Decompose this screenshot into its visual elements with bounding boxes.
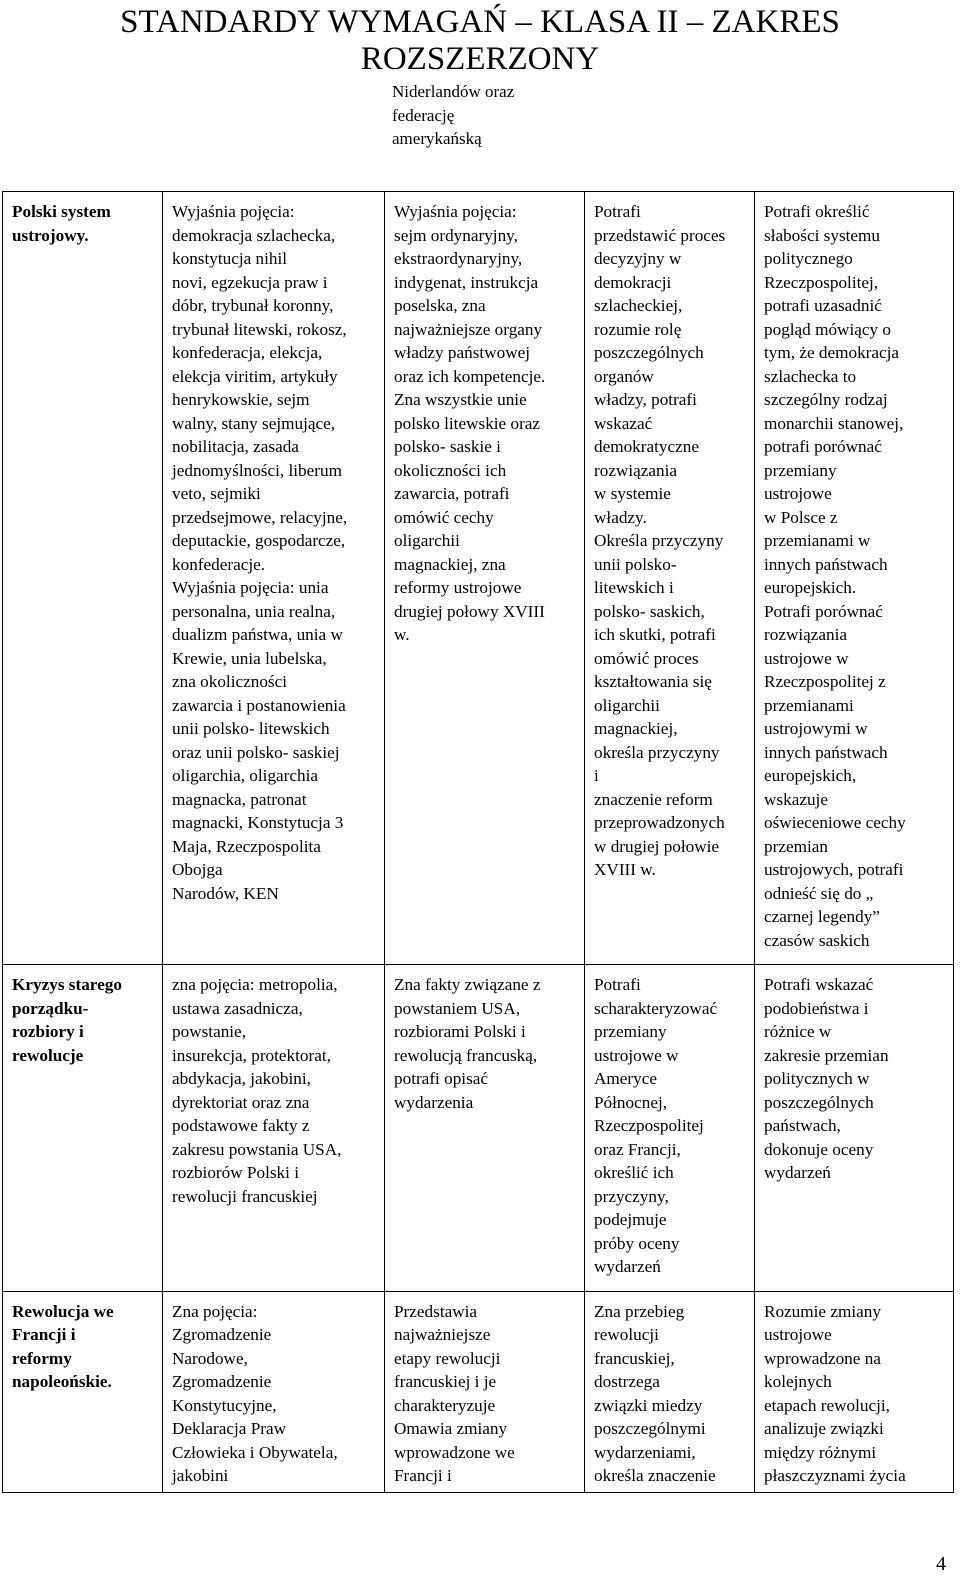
cell-text-line: najważniejsze: [394, 1325, 491, 1344]
continuation-text: [392, 80, 582, 151]
cell-text-line: powstaniem USA,: [394, 998, 521, 1018]
cell-text-line: demokracja szlachecka,: [172, 225, 336, 245]
cell-text-line: monarchii stanowej,: [764, 413, 904, 433]
cell-text-line: napoleońskie.: [12, 1372, 112, 1391]
basic-requirements-cell: [163, 1291, 385, 1492]
top-requirements-cell: [755, 1291, 954, 1492]
cell-text-line: przedsejmowe, relacyjne,: [172, 507, 348, 527]
cell-text-line: demokracji: [594, 272, 672, 292]
cell-text-line: zakresie przemian: [764, 1045, 889, 1065]
cell-text-line: deputackie, gospodarcze,: [172, 531, 346, 550]
text-line: Niderlandów oraz: [392, 82, 515, 101]
cell-text-line: okoliczności ich: [394, 460, 507, 480]
cell-text-line: europejskich,: [764, 766, 857, 785]
cell-text-line: Krewie, unia lubelska,: [172, 648, 327, 668]
cell-text-line: rozumie rolę: [594, 319, 682, 339]
cell-text-line: Kryzys starego: [12, 975, 122, 994]
cell-text-line: przemian: [764, 836, 828, 856]
page-title-line-1: STANDARDY WYMAGAŃ – KLASA II – ZAKRES: [120, 4, 840, 40]
cell-text-line: demokratyczne: [594, 437, 699, 456]
cell-text-line: wydarzeniami,: [594, 1442, 696, 1462]
cell-text-line: Rzeczpospolitej,: [764, 272, 879, 292]
cell-text-line: najważniejsze organy: [394, 319, 543, 339]
cell-text-line: różnice w: [764, 1022, 832, 1041]
cell-text-line: rewolucje: [12, 1045, 84, 1065]
cell-text-line: personalna, unia realna,: [172, 601, 336, 621]
cell-text-line: wskazuje: [764, 789, 828, 809]
cell-text-line: magnacka, patronat: [172, 789, 307, 809]
cell-text-line: indygenat, instrukcja: [394, 272, 539, 292]
cell-text-line: wprowadzone na: [764, 1348, 881, 1368]
cell-text-line: Potrafi określić: [764, 202, 870, 221]
cell-text-line: oraz unii polsko- saskiej: [172, 742, 340, 762]
cell-text-line: dokonuje oceny: [764, 1139, 874, 1159]
cell-text-line: ustrojowe: [764, 1325, 832, 1344]
cell-text-line: władzy państwowej: [394, 343, 531, 362]
cell-text-line: określa przyczyny: [594, 742, 720, 762]
cell-text-line: konfederacje.: [172, 554, 266, 574]
cell-text-line: unii polsko- litewskich: [172, 719, 330, 738]
cell-text-line: unii polsko-: [594, 554, 677, 574]
cell-text-line: czarnej legendy”: [764, 907, 880, 926]
cell-text-line: ich skutki, potrafi: [594, 625, 716, 644]
cell-text-line: veto, sejmiki: [172, 484, 261, 503]
basic-requirements-cell: [163, 965, 385, 1292]
cell-text-line: Zgromadzenie: [172, 1372, 272, 1391]
cell-text-line: ekstraordynaryjny,: [394, 249, 523, 268]
cell-text-line: zna pojęcia: metropolia,: [172, 975, 338, 994]
cell-text-line: szlachecka to: [764, 366, 857, 386]
cell-text-line: rewolucją francuską,: [394, 1045, 538, 1065]
text-line: amerykańską: [392, 129, 482, 148]
cell-text-line: wprowadzone we: [394, 1442, 515, 1462]
cell-text-line: oraz Francji,: [594, 1139, 681, 1159]
topic-cell: [3, 965, 163, 1292]
requirements-table: [2, 191, 954, 1493]
cell-text-line: politycznego: [764, 249, 853, 268]
cell-text-line: porządku-: [12, 998, 89, 1018]
cell-text-line: reformy ustrojowe: [394, 578, 522, 597]
cell-text-line: przemianami w: [764, 531, 871, 550]
cell-text-line: sejm ordynaryjny,: [394, 225, 518, 245]
cell-text-line: innych państwach: [764, 742, 888, 762]
cell-text-line: elekcja viritim, artykuły: [172, 366, 338, 386]
cell-text-line: Rzeczpospolitej z: [764, 672, 886, 691]
cell-text-line: kolejnych: [764, 1372, 832, 1391]
cell-text-line: poszczególnych: [594, 343, 704, 362]
cell-text-line: ustrojowymi w: [764, 719, 868, 738]
cell-text-line: w systemie: [594, 484, 671, 503]
topic-cell: [3, 1291, 163, 1492]
cell-text-line: oraz ich kompetencje.: [394, 366, 546, 386]
cell-text-line: innych państwach: [764, 554, 888, 574]
cell-text-line: władzy, potrafi: [594, 390, 697, 409]
cell-text-line: rewolucji: [594, 1325, 659, 1344]
cell-text-line: szlacheckiej,: [594, 296, 683, 315]
cell-text-line: Potrafi: [594, 202, 641, 221]
cell-text-line: novi, egzekucja praw i: [172, 272, 328, 292]
cell-text-line: rozbiory i: [12, 1022, 84, 1041]
cell-text-line: w.: [394, 625, 410, 644]
cell-text-line: dóbr, trybunał koronny,: [172, 296, 334, 315]
cell-text-line: państwach,: [764, 1116, 841, 1135]
cell-text-line: potrafi uzasadnić: [764, 296, 882, 315]
cell-text-line: i: [594, 766, 599, 785]
cell-text-line: Francji i: [12, 1325, 76, 1344]
cell-text-line: oligarchii: [594, 695, 660, 715]
cell-text-line: czasów saskich: [764, 930, 870, 950]
cell-text-line: analizuje związki: [764, 1419, 884, 1438]
cell-text-line: trybunał litewski, rokosz,: [172, 319, 347, 339]
cell-text-line: próby oceny: [594, 1233, 680, 1253]
cell-text-line: podobieństwa i: [764, 998, 869, 1018]
cell-text-line: ustrojowe: [764, 484, 832, 503]
cell-text-line: ustrojowych, potrafi: [764, 860, 904, 879]
cell-text-line: europejskich.: [764, 578, 857, 597]
cell-text-line: Wyjaśnia pojęcia:: [172, 202, 295, 221]
cell-text-line: francuskiej,: [594, 1348, 675, 1368]
cell-text-line: ustrojowy.: [12, 225, 89, 245]
cell-text-line: wydarzenia: [394, 1092, 474, 1112]
cell-text-line: Omawia zmiany: [394, 1419, 508, 1438]
cell-text-line: rozwiązania: [764, 625, 848, 644]
cell-text-line: słabości systemu: [764, 225, 881, 245]
cell-text-line: pogląd mówiący o: [764, 319, 891, 339]
cell-text-line: określa znaczenie: [594, 1466, 716, 1485]
cell-text-line: odnieść się do „: [764, 883, 874, 903]
table-row: [3, 965, 954, 1292]
cell-text-line: abdykacja, jakobini,: [172, 1069, 311, 1088]
cell-text-line: rozwiązania: [594, 460, 678, 480]
cell-text-line: podejmuje: [594, 1210, 667, 1229]
cell-text-line: Człowieka i Obywatela,: [172, 1442, 338, 1462]
cell-text-line: drugiej połowy XVIII: [394, 601, 545, 621]
cell-text-line: dualizm państwa, unia w: [172, 625, 343, 644]
text-line: federację: [392, 105, 455, 125]
cell-text-line: omówić proces: [594, 648, 699, 668]
cell-text-line: wydarzeń: [764, 1163, 831, 1182]
cell-text-line: francuskiej i je: [394, 1372, 497, 1391]
cell-text-line: scharakteryzować: [594, 998, 718, 1018]
cell-text-line: Przedstawia: [394, 1301, 478, 1321]
cell-text-line: jakobini: [172, 1466, 229, 1485]
cell-text-line: oligarchia, oligarchia: [172, 766, 319, 785]
advanced-requirements-cell: [585, 192, 755, 965]
cell-text-line: poselska, zna: [394, 296, 486, 315]
cell-text-line: konstytucja nihil: [172, 249, 288, 268]
cell-text-line: Narodów, KEN: [172, 883, 279, 903]
cell-text-line: Wyjaśnia pojęcia:: [394, 202, 517, 221]
cell-text-line: charakteryzuje: [394, 1395, 496, 1415]
topic-cell: [3, 192, 163, 965]
cell-text-line: potrafi opisać: [394, 1069, 489, 1088]
cell-text-line: ustrojowe w: [764, 648, 849, 668]
extended-requirements-cell: [385, 1291, 585, 1492]
cell-text-line: Potrafi: [594, 975, 641, 994]
cell-text-line: Konstytucyjne,: [172, 1395, 277, 1415]
cell-text-line: rewolucji francuskiej: [172, 1186, 318, 1206]
cell-text-line: rozbiorów Polski i: [172, 1163, 299, 1182]
cell-text-line: polsko litewskie oraz: [394, 413, 541, 433]
page-number: 4: [936, 1553, 946, 1575]
cell-text-line: Rewolucja we: [12, 1301, 114, 1321]
top-requirements-cell: [755, 192, 954, 965]
cell-text-line: oligarchii: [394, 531, 460, 550]
cell-text-line: politycznych w: [764, 1069, 870, 1088]
cell-text-line: magnacki, Konstytucja 3: [172, 813, 344, 832]
cell-text-line: przyczyny,: [594, 1186, 669, 1206]
cell-text-line: znaczenie reform: [594, 789, 713, 809]
cell-text-line: litewskich i: [594, 578, 674, 597]
cell-text-line: magnackiej,: [594, 719, 678, 738]
cell-text-line: dyrektoriat oraz zna: [172, 1092, 310, 1112]
cell-text-line: wskazać: [594, 413, 653, 433]
cell-text-line: płaszczyznami życia: [764, 1466, 906, 1485]
cell-text-line: Narodowe,: [172, 1348, 248, 1368]
cell-text-line: związki miedzy: [594, 1395, 703, 1415]
cell-text-line: Maja, Rzeczpospolita: [172, 836, 321, 856]
cell-text-line: powstanie,: [172, 1022, 246, 1041]
cell-text-line: w drugiej połowie: [594, 836, 720, 856]
cell-text-line: zakresu powstania USA,: [172, 1139, 342, 1159]
cell-text-line: polsko- saskich,: [594, 601, 705, 621]
cell-text-line: kształtowania się: [594, 672, 712, 691]
cell-text-line: XVIII w.: [594, 860, 656, 879]
cell-text-line: Obojga: [172, 860, 223, 879]
cell-text-line: przemiany: [764, 460, 837, 480]
cell-text-line: w Polsce z: [764, 507, 838, 527]
cell-text-line: Rzeczpospolitej: [594, 1116, 704, 1135]
extended-requirements-cell: [385, 965, 585, 1292]
cell-text-line: decyzyjny w: [594, 249, 682, 268]
advanced-requirements-cell: [585, 1291, 755, 1492]
cell-text-line: przeprowadzonych: [594, 813, 725, 832]
cell-text-line: przemiany: [594, 1022, 667, 1041]
cell-text-line: Zna przebieg: [594, 1301, 685, 1321]
cell-text-line: potrafi porównać: [764, 437, 882, 456]
cell-text-line: zna okoliczności: [172, 672, 288, 691]
cell-text-line: Zna fakty związane z: [394, 975, 541, 994]
cell-text-line: magnackiej, zna: [394, 554, 506, 574]
table-row: [3, 192, 954, 965]
cell-text-line: ustrojowe w: [594, 1045, 679, 1065]
cell-text-line: między różnymi: [764, 1442, 877, 1462]
cell-text-line: jednomyślności, liberum: [172, 460, 342, 480]
cell-text-line: Zna wszystkie unie: [394, 390, 527, 409]
cell-text-line: organów: [594, 366, 654, 386]
cell-text-line: omówić cechy: [394, 507, 494, 527]
cell-text-line: Zgromadzenie: [172, 1325, 272, 1344]
cell-text-line: Północnej,: [594, 1092, 668, 1112]
cell-text-line: Określa przyczyny: [594, 531, 724, 550]
cell-text-line: Wyjaśnia pojęcia: unia: [172, 578, 329, 597]
cell-text-line: przedstawić proces: [594, 225, 726, 245]
page-title-line-2: ROZSZERZONY: [360, 41, 600, 77]
cell-text-line: zawarcia i postanowienia: [172, 695, 346, 715]
cell-text-line: walny, stany sejmujące,: [172, 413, 336, 433]
cell-text-line: tym, że demokracja: [764, 343, 900, 362]
cell-text-line: ustawa zasadnicza,: [172, 998, 303, 1018]
cell-text-line: poszczególnymi: [594, 1419, 706, 1438]
cell-text-line: podstawowe fakty z: [172, 1116, 310, 1135]
cell-text-line: zawarcia, potrafi: [394, 484, 510, 503]
cell-text-line: dostrzega: [594, 1372, 660, 1391]
extended-requirements-cell: [385, 192, 585, 965]
cell-text-line: określić ich: [594, 1163, 674, 1182]
cell-text-line: Potrafi porównać: [764, 601, 883, 621]
top-requirements-cell: [755, 965, 954, 1292]
cell-text-line: przemianami: [764, 695, 854, 715]
cell-text-line: Ameryce: [594, 1069, 657, 1088]
cell-text-line: polsko- saskie i: [394, 437, 501, 456]
advanced-requirements-cell: [585, 965, 755, 1292]
table-row: [3, 1291, 954, 1492]
cell-text-line: władzy.: [594, 507, 647, 527]
cell-text-line: etapach rewolucji,: [764, 1395, 890, 1415]
cell-text-line: insurekcja, protektorat,: [172, 1045, 331, 1065]
cell-text-line: Zna pojęcia:: [172, 1301, 258, 1321]
cell-text-line: henrykowskie, sejm: [172, 390, 310, 409]
basic-requirements-cell: [163, 192, 385, 965]
cell-text-line: Rozumie zmiany: [764, 1301, 881, 1321]
cell-text-line: nobilitacja, zasada: [172, 437, 299, 456]
cell-text-line: rozbiorami Polski i: [394, 1022, 526, 1041]
cell-text-line: Polski system: [12, 202, 111, 221]
cell-text-line: etapy rewolucji: [394, 1348, 501, 1368]
cell-text-line: reformy: [12, 1348, 72, 1368]
cell-text-line: wydarzeń: [594, 1257, 661, 1276]
cell-text-line: Francji i: [394, 1466, 452, 1485]
cell-text-line: konfederacja, elekcja,: [172, 343, 323, 362]
cell-text-line: Potrafi wskazać: [764, 975, 874, 994]
cell-text-line: szczególny rodzaj: [764, 390, 888, 409]
cell-text-line: Deklaracja Praw: [172, 1419, 287, 1438]
cell-text-line: oświeceniowe cechy: [764, 813, 906, 832]
cell-text-line: poszczególnych: [764, 1092, 874, 1112]
